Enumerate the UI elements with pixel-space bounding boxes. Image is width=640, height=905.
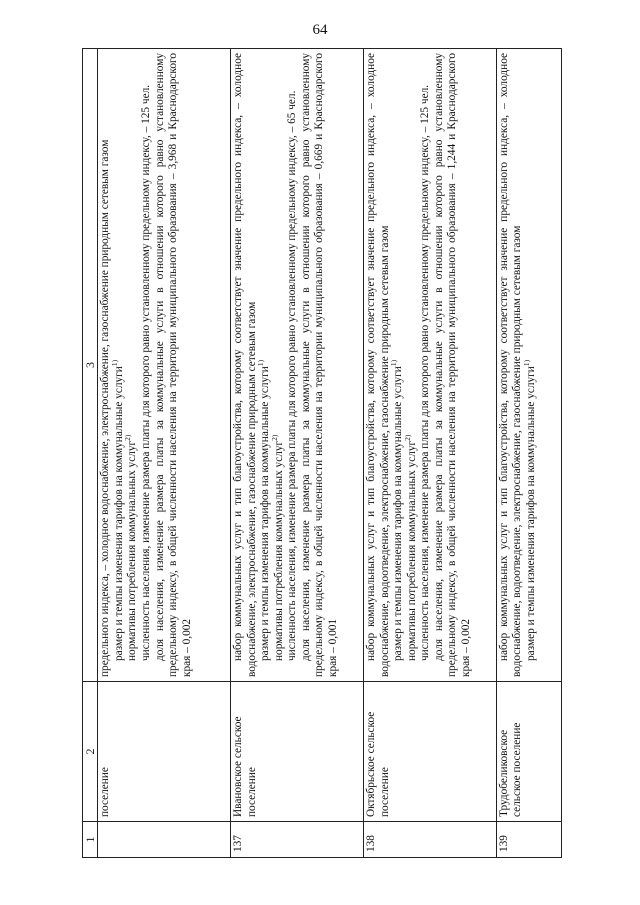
rotated-table-container (82, 48, 562, 858)
footnote-ref: 1) (256, 359, 266, 367)
condition-text: размер и темпы изменения тарифов на коммунальные услуги (112, 366, 125, 661)
condition-text: доля населения, изменение размера платы за коммунальные услуги в отношении которого равно установленному предельному индексу, в общей численности населения на территории муниципального образования – 3,968 и Краснодарского края – 0,002 (153, 53, 193, 677)
page-number: 64 (312, 22, 328, 38)
condition-text: набор коммунальных услуг и тип благоустройства, которому соответствует значение предельного индекса, – холодное водоснабжение, водоотведение, электроснабжение, газоснабжение природным сетевым газом (364, 53, 391, 677)
table-row (363, 49, 496, 858)
header-col-2: 2 (83, 682, 98, 822)
condition-text: набор коммунальных услуг и тип благоустройства, которому соответствует значение предельного индекса, – холодное водоснабжение, электроснабжение, газоснабжение природным сетевым газом (232, 53, 258, 677)
footnote-ref: 2) (123, 434, 133, 441)
condition-paragraph (123, 53, 140, 677)
settlement-name: поселение (98, 682, 231, 822)
document-table (82, 48, 562, 858)
table-body (98, 49, 562, 858)
condition-text: доля населения, изменение размера платы за коммунальные услуги в отношении которого равно установленному предельному индексу, в общей численности населения на территории муниципального образования – 1,244 и Краснодарского края – 0,002 (432, 53, 472, 677)
condition-text: численность населения, изменение размера платы для которого равно установленному предельному индексу, – 125 чел. (140, 84, 153, 661)
condition-paragraph (365, 53, 392, 677)
conditions-cell (231, 49, 364, 682)
row-number: 138 (363, 822, 496, 858)
condition-paragraph (300, 53, 341, 677)
condition-paragraph (402, 53, 420, 677)
condition-text: размер и темпы изменения тарифов на коммунальные услуги (392, 366, 405, 661)
footnote-ref: 2) (270, 434, 280, 441)
row-number: 139 (496, 822, 561, 858)
row-number: 137 (231, 822, 364, 858)
condition-paragraph (389, 53, 406, 677)
condition-text: доля населения, изменение размера платы за коммунальные услуги в отношении которого равно установленному предельному индексу, в общей численности населения на территории муниципального образования – 0,669 и Краснодарского края – 0,001 (299, 53, 339, 677)
condition-text: размер и темпы изменения тарифов на коммунальные услуги (524, 366, 537, 661)
footnote-ref: 1) (522, 359, 532, 367)
table-header-row (83, 49, 98, 858)
footnote-ref: 2) (402, 434, 412, 441)
settlement-name: Трудобеликовское сельское поселение (496, 682, 561, 822)
condition-paragraph (498, 53, 525, 677)
condition-text: нормативы потребления коммунальных услуг (272, 440, 285, 661)
settlement-name: Ивановское сельское поселение (231, 682, 364, 822)
conditions-cell (98, 49, 231, 682)
header-col-3: 3 (83, 49, 98, 682)
condition-paragraph (419, 53, 433, 677)
condition-text: нормативы потребления коммунальных услуг (126, 440, 139, 661)
condition-text: нормативы потребления коммунальных услуг (405, 440, 418, 661)
condition-text: предельного индекса, – холодное водоснабжение, электроснабжение, газоснабжение природным сетевым газом (99, 139, 112, 677)
table-row (98, 49, 231, 858)
table-row (231, 49, 364, 858)
conditions-cell (496, 49, 561, 682)
condition-paragraph (110, 53, 127, 677)
table-row (496, 49, 561, 858)
condition-paragraph (256, 53, 273, 677)
footnote-ref: 1) (110, 359, 120, 367)
condition-paragraph (286, 53, 300, 677)
condition-paragraph (232, 53, 259, 677)
condition-paragraph (433, 53, 474, 677)
footnote-ref: 1) (389, 359, 399, 367)
condition-text: численность населения, изменение размера платы для которого равно установленному предельному индексу, – 125 чел. (419, 84, 432, 661)
conditions-cell (363, 49, 496, 682)
condition-text: численность населения, изменение размера платы для которого равно установленному предельному индексу, – 65 чел. (286, 90, 299, 661)
row-number (98, 822, 231, 858)
condition-paragraph (270, 53, 287, 677)
condition-text: набор коммунальных услуг и тип благоустройства, которому соответствует значение предельного индекса, – холодное водоснабжение, водоотведение, электроснабжение, газоснабжение природным сетевым газом (497, 53, 524, 677)
condition-text: размер и темпы изменения тарифов на коммунальные услуги (259, 366, 272, 661)
settlement-name: Октябрьское сельское поселение (363, 682, 496, 822)
condition-paragraph (522, 53, 539, 677)
condition-paragraph (154, 53, 195, 677)
condition-paragraph (140, 53, 154, 677)
header-col-1: 1 (83, 822, 98, 858)
